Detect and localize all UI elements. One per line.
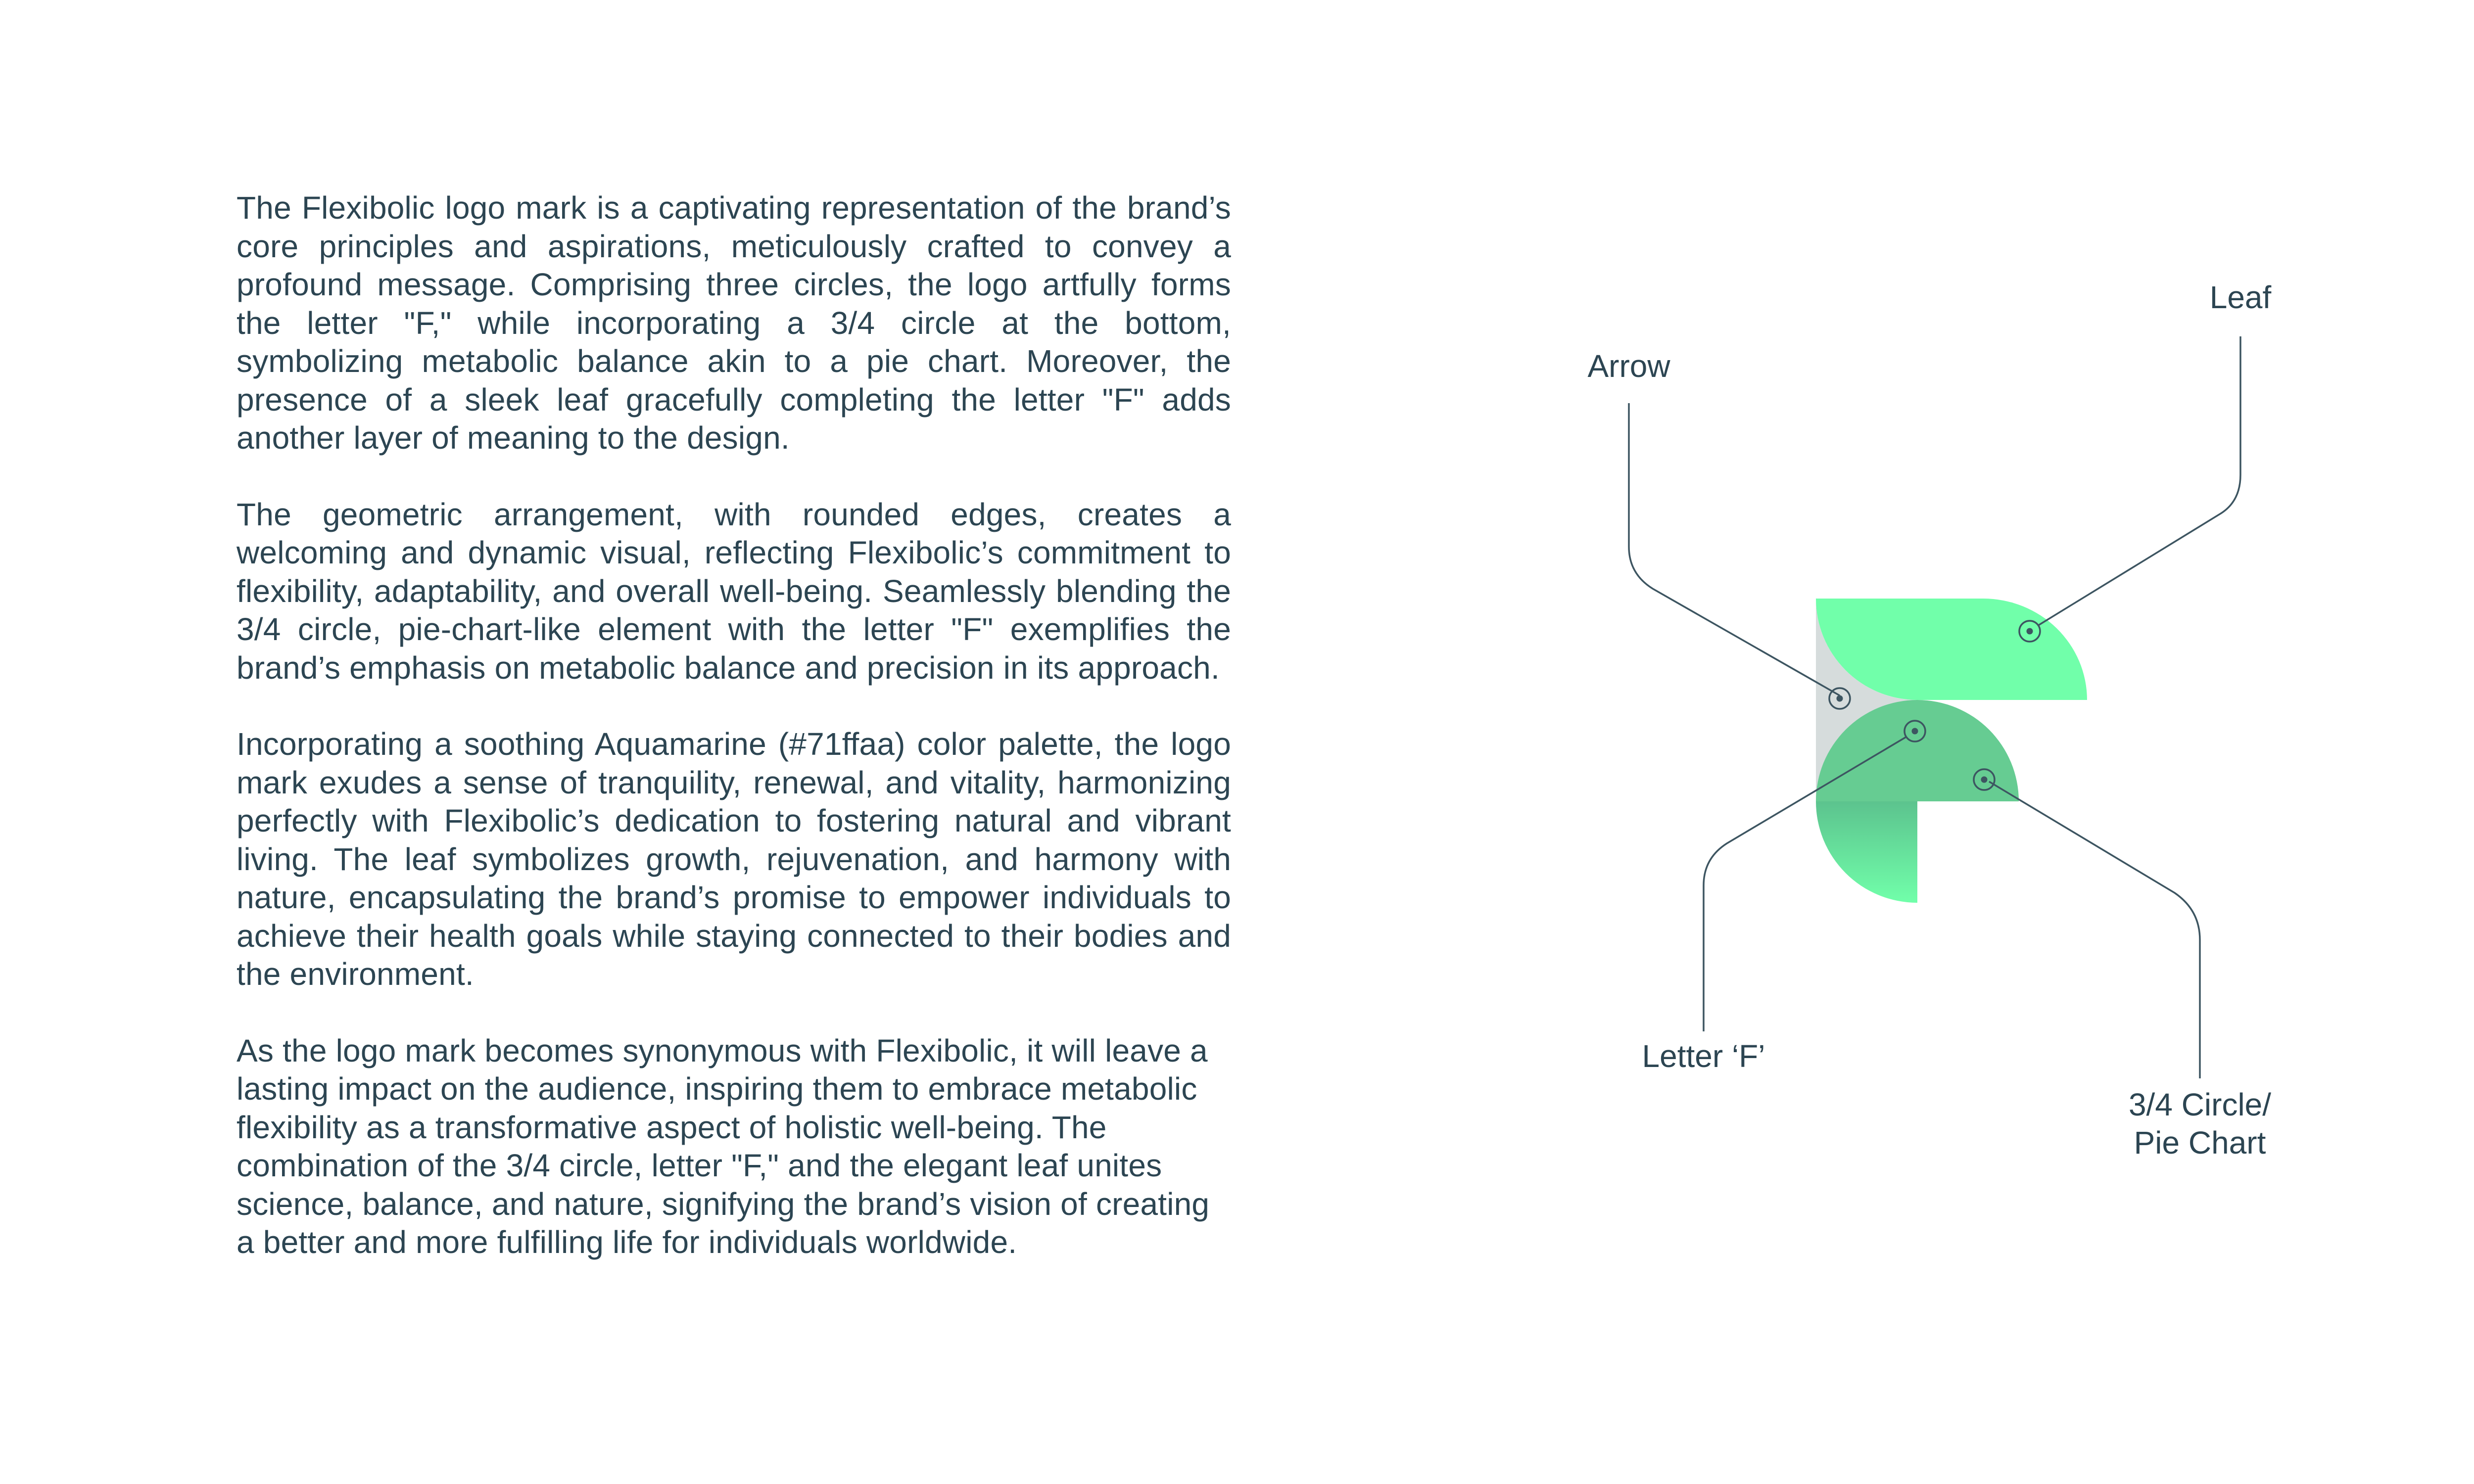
- pie-chart-callout-line: [1989, 782, 2200, 1078]
- paragraph-intro: The Flexibolic logo mark is a captivating representation of the brand’s core principles and aspirations, meticulously crafted to convey a profound message. Comprising three circles, the logo artfully forms the letter "F," while incorporating a 3/4 circle at the bottom, symbolizing metabolic balance akin to a pie chart. Moreover, the presence of a sleek leaf gracefully completing the letter "F" adds another layer of meaning to the design.: [237, 190, 1231, 456]
- letter-f-label: Letter ‘F’: [1642, 1038, 1765, 1074]
- leaf-label: Leaf: [2209, 279, 2272, 315]
- arrow-callout-line: [1629, 403, 1840, 696]
- pie-chart-shape: [1816, 801, 1917, 903]
- paragraph-geometry: The geometric arrangement, with rounded edges, creates a welcoming and dynamic visual, reflecting Flexibolic’s commitment to flexibility, adaptability, and overall well-being. Seamlessly blending the 3/4 circle, pie-chart-like element with the letter "F" exemplifies the brand’s emphasis on metabolic balance and precision in its approach.: [237, 496, 1231, 686]
- leaf-callout-line: [2038, 336, 2240, 626]
- pie-chart-label: [2076, 1086, 2324, 1162]
- arrow-label: Arrow: [1587, 348, 1670, 384]
- flexibolic-logo-mark-icon: [1816, 599, 2087, 903]
- paragraph-impact: As the logo mark becomes synonymous with Flexibolic, it will leave a lasting impact on the audience, inspiring them to embrace metabolic flexibility as a transformative aspect of holistic well-being. The combination of the 3/4 circle, letter "F," and the elegant leaf unites science, balance, and nature, signifying the brand’s vision of creating a better and more fulfilling life for individuals worldwide.: [237, 1032, 1210, 1260]
- pie-chart-label-line1: 3/4 Circle/: [2128, 1087, 2272, 1122]
- pie-chart-label-line2: Pie Chart: [2134, 1125, 2266, 1160]
- paragraph-color: Incorporating a soothing Aquamarine (#71ffaa) color palette, the logo mark exudes a sense of tranquility, renewal, and vitality, harmonizing perfectly with Flexibolic’s dedication to fostering natural and vibrant living. The leaf symbolizes growth, rejuvenation, and harmony with nature, encapsulating the brand’s promise to empower individuals to achieve their health goals while staying connected to their bodies and the environment.: [237, 726, 1231, 992]
